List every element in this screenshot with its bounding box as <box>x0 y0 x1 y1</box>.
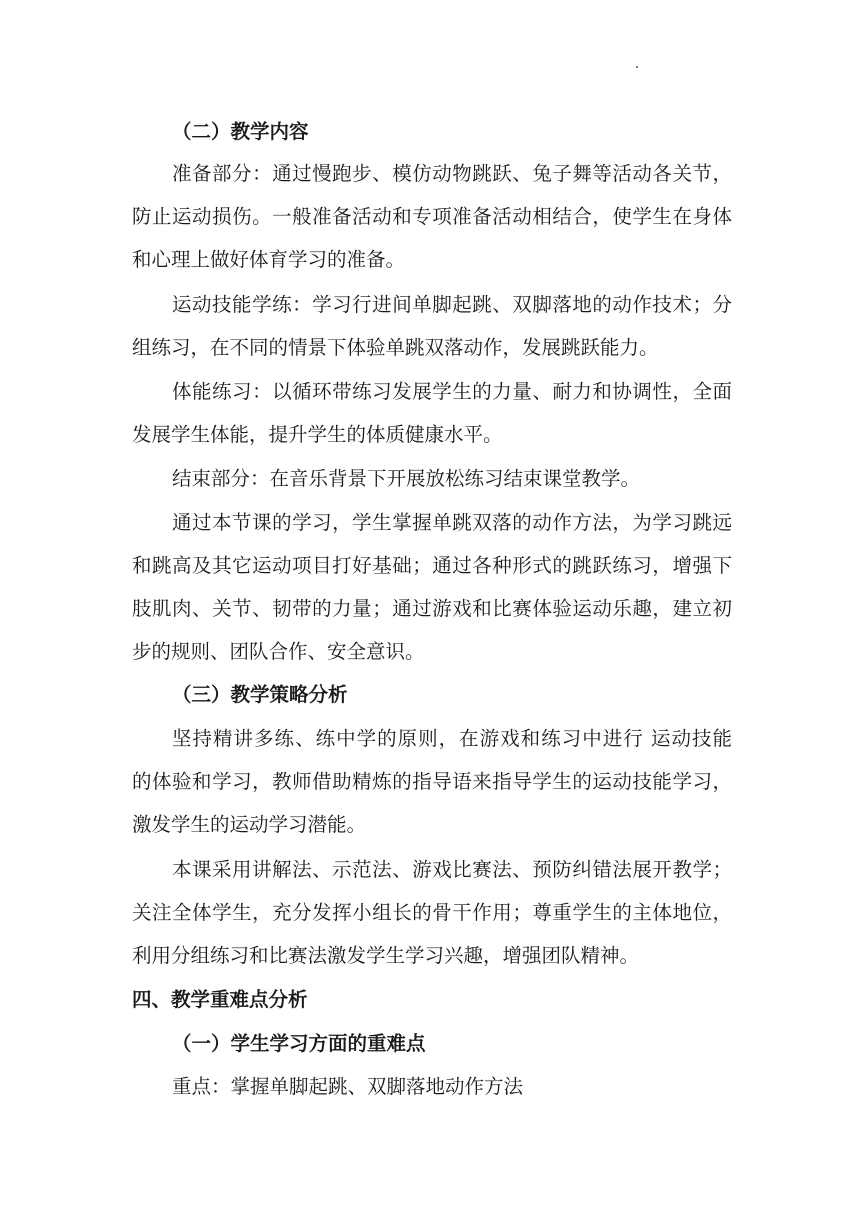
paragraph-prep-line-3: 和心理上做好体育学习的准备。 <box>132 248 406 271</box>
heading-section-four: 四、教学重难点分析 <box>132 988 308 1011</box>
paragraph-strategy2-line-2: 关注全体学生，充分发挥小组长的骨干作用；尊重学生的主体地位， <box>132 901 732 924</box>
paragraph-fitness-line-1: 体能练习：以循环带练习发展学生的力量、耐力和协调性，全面 <box>172 380 732 403</box>
paragraph-summary-line-3: 肢肌肉、关节、韧带的力量；通过游戏和比赛体验运动乐趣，建立初 <box>132 597 732 620</box>
paragraph-strategy2-line-1: 本课采用讲解法、示范法、游戏比赛法、预防纠错法展开教学； <box>172 858 732 881</box>
page-mark-dot <box>636 66 638 68</box>
paragraph-prep-line-1: 准备部分：通过慢跑步、模仿动物跳跃、兔子舞等活动各关节， <box>172 162 732 185</box>
heading-teaching-strategy: （三）教学策略分析 <box>172 683 348 706</box>
heading-teaching-content: （二）教学内容 <box>172 120 309 143</box>
paragraph-summary-line-4: 步的规则、团队合作、安全意识。 <box>132 640 425 663</box>
heading-student-key-points: （一）学生学习方面的重难点 <box>172 1032 426 1055</box>
paragraph-key-point: 重点：掌握单脚起跳、双脚落地动作方法 <box>172 1075 524 1098</box>
paragraph-fitness-line-2: 发展学生体能，提升学生的体质健康水平。 <box>132 423 503 446</box>
paragraph-summary-line-2: 和跳高及其它运动项目打好基础；通过各种形式的跳跃练习，增强下 <box>132 554 732 577</box>
paragraph-prep-line-2: 防止运动损伤。一般准备活动和专项准备活动相结合，使学生在身体 <box>132 205 732 228</box>
paragraph-skill-line-1: 运动技能学练：学习行进间单脚起跳、双脚落地的动作技术；分 <box>172 293 732 316</box>
paragraph-strategy1-line-3: 激发学生的运动学习潜能。 <box>132 813 367 836</box>
paragraph-strategy2-line-3: 利用分组练习和比赛法激发学生学习兴趣，增强团队精神。 <box>132 944 640 967</box>
paragraph-strategy1-line-2: 的体验和学习，教师借助精炼的指导语来指导学生的运动技能学习， <box>132 770 732 793</box>
paragraph-summary-line-1: 通过本节课的学习，学生掌握单跳双落的动作方法，为学习跳远 <box>172 511 732 534</box>
paragraph-skill-line-2: 组练习，在不同的情景下体验单跳双落动作，发展跳跃能力。 <box>132 336 659 359</box>
paragraph-end-line-1: 结束部分：在音乐背景下开展放松练习结束课堂教学。 <box>172 467 641 490</box>
paragraph-strategy1-line-1: 坚持精讲多练、练中学的原则，在游戏和练习中进行 运动技能 <box>172 727 732 750</box>
